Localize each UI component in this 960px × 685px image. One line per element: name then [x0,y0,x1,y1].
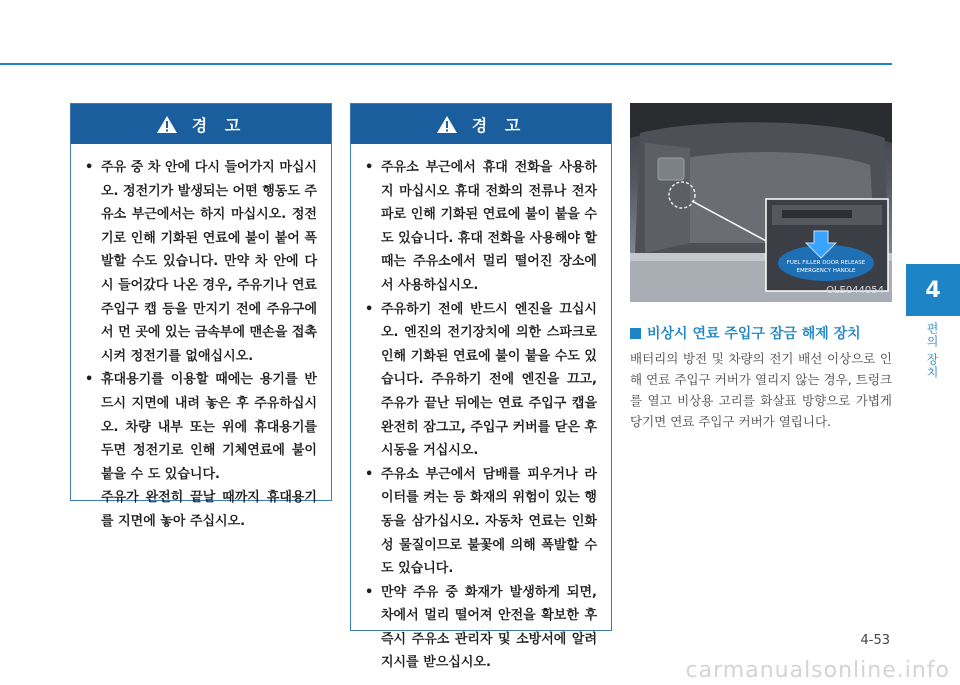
bullet: • [85,160,94,175]
warning-text: 휴대용기를 이용할 때에는 용기를 반드시 지면에 내려 놓은 후 주유하십시오. 차량 내부 또는 위에 휴대용기를 두면 정전기로 인해 기체연료에 불이 붙을 수 도 있습니다. [101,372,317,482]
page-number: 4-53 [860,633,890,648]
label-line-2: EMERGENCY HANDLE [796,268,856,274]
warning-item [85,156,317,368]
warning-header [71,104,331,144]
watermark: carmanualsonline.info [685,658,950,683]
warning-text: 주유 중 차 안에 다시 들어가지 마십시오. 정전기가 발생되는 어떤 행동도 주유소 부근에서는 하지 마십시오. 정전기로 인해 기화된 연료에 불이 붙어 폭발할 수도 있습니다. 만약 차 안에 다시 들어갔다 나온 경우, 주유기나 연료 주입구 캡 등을 만지기 전에 주유구에서 먼 곳에 있는 금속부에 맨손을 접촉시켜 정전기를 없애십시오. [101,160,317,364]
warning-title: 경 고 [471,115,527,135]
warning-box-2 [350,103,612,671]
chapter-tab[interactable] [906,264,960,316]
section-title [630,323,892,343]
warning-list [71,144,331,534]
warning-text: 주유소 부근에서 휴대 전화을 사용하지 마십시오 휴대 전화의 전류나 전자파로 인해 기화된 연료에 불이 붙을 수도 있습니다. 휴대 전화을 사용해야 할 때는 주유소에서 멀리 떨어진 장소에서 사용하십시오. [381,160,597,293]
warning-box-1 [70,103,332,529]
warning-item [85,368,317,533]
warning-title: 경 고 [191,115,247,135]
warning-text: 주유하기 전에 반드시 엔진을 끄십시오. 엔진의 전기장치에 의한 스파크로 인해 기화된 연료에 불이 붙을 수도 있습니다. 주유하기 전에 엔진을 끄고, 주유가 끝난 뒤에는 연료 주입구 캡을 완전히 잠그고, 주입구 커버를 닫은 후 시동을 거십시오. [381,301,597,459]
trunk-photo [630,103,892,302]
warning-item [365,156,597,298]
warning-triangle-icon [436,115,458,134]
warning-item [365,298,597,463]
warning-list [351,144,611,675]
warning-triangle-icon [156,115,178,134]
warning-item [365,581,597,675]
warning-item [365,463,597,581]
warning-text: 만약 주유 중 화재가 발생하게 되면, 차에서 멀리 떨어져 안전을 확보한 후 즉시 주유소 관리자 및 소방서에 알려 지시를 받으십시오. [381,584,597,671]
bullet: • [365,466,374,482]
bullet: • [85,372,94,388]
square-bullet-icon [630,328,641,339]
warning-header [351,104,611,144]
top-rule [0,63,892,65]
section-body: 배터리의 방전 및 차량의 전기 배선 이상으로 인해 연료 주입구 커버가 열리지 않는 경우, 트렁크를 열고 비상용 고리를 화살표 방향으로 가볍게 당기면 연료 주입구 커버가 열립니다. [630,351,892,429]
trunk-illustration [630,103,892,302]
bullet: • [365,301,374,317]
photo-code: OLE044054 [826,285,884,296]
warning-text: 주유소 부근에서 담배를 피우거나 라이터를 켜는 등 화재의 위험이 있는 행동을 삼가십시오. 자동차 연료는 인화성 물질이므로 불꽃에 의해 폭발할 수도 있습니다. [381,466,597,577]
section-title-text: 비상시 연료 주입구 잠금 해제 장치 [647,326,861,342]
label-line-1: FUEL FILLER DOOR RELEASE [786,260,866,266]
bullet: • [365,584,374,600]
chapter-number: 4 [925,277,941,303]
chapter-name: 편의 장치 [925,322,939,379]
bullet: • [365,160,374,175]
warning-text: 주유가 완전히 끝날 때까지 휴대용기를 지면에 놓아 주십시오. [101,490,317,529]
